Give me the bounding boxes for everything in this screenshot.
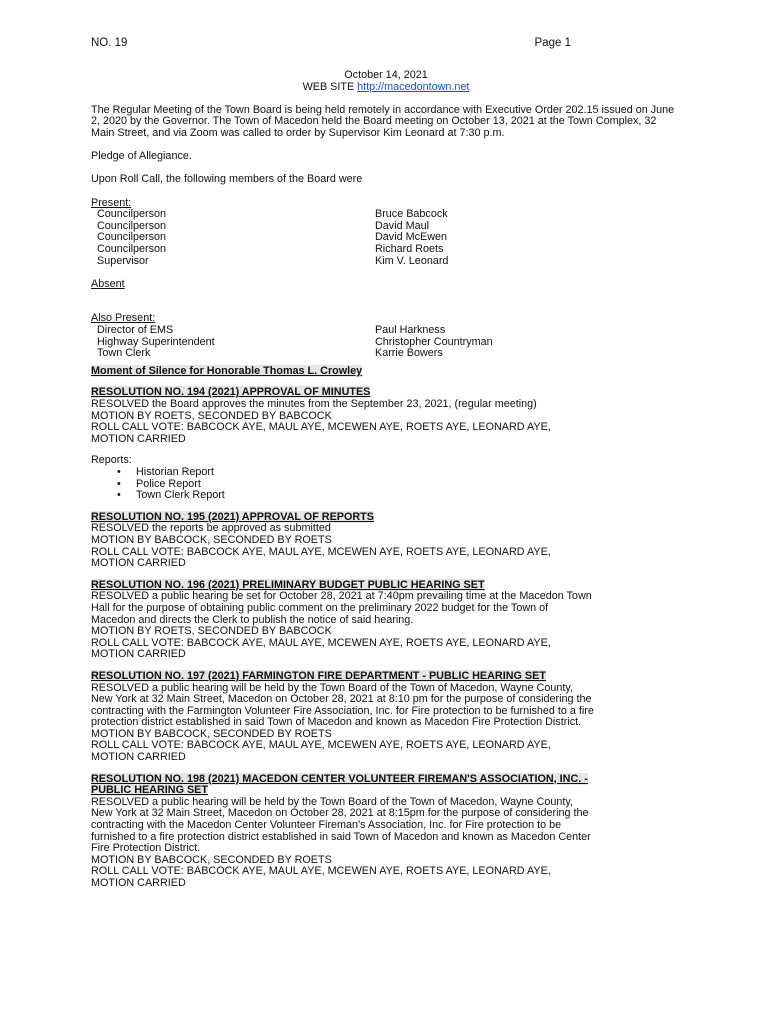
member-role: Supervisor: [97, 254, 149, 267]
resolution-line: New York at 32 Main Street, Macedon on October 28, 2021 at 8:10 pm for the purpose of considering the: [91, 693, 592, 706]
resolution-line: MOTION BY ROETS, SECONDED BY BABCOCK: [91, 409, 332, 422]
member-name: Richard Roets: [375, 242, 444, 255]
minutes-number: NO. 19: [91, 37, 128, 49]
resolution-title: RESOLUTION NO. 198 (2021) MACEDON CENTER VOLUNTEER FIREMAN'S ASSOCIATION, INC. -: [91, 772, 588, 785]
reports-label: Reports:: [91, 454, 132, 467]
resolution-line: RESOLVED a public hearing will be held by the Town Board of the Town of Macedon, Wayne County,: [91, 681, 573, 694]
report-item: Town Clerk Report: [136, 489, 225, 502]
resolution-194: [91, 387, 681, 445]
member-role: Councilperson: [97, 208, 167, 221]
resolution-197: [91, 671, 681, 764]
resolution-195: [91, 512, 681, 570]
resolution-line: ROLL CALL VOTE: BABCOCK AYE, MAUL AYE, MCEWEN AYE, ROETS AYE, LEONARD AYE,: [91, 865, 551, 878]
resolution-line: ROLL CALL VOTE: BABCOCK AYE, MAUL AYE, MCEWEN AYE, ROETS AYE, LEONARD AYE,: [91, 636, 551, 649]
report-item: Historian Report: [136, 466, 215, 478]
resolution-title: RESOLUTION NO. 194 (2021) APPROVAL OF MINUTES: [91, 386, 371, 399]
resolution-line: MOTION CARRIED: [91, 432, 186, 445]
resolution-196: [91, 580, 681, 661]
list-item: [91, 467, 681, 479]
resolution-line: RESOLVED the Board approves the minutes from the September 23, 2021, (regular meeting): [91, 398, 537, 411]
absent-label: Absent: [91, 277, 125, 290]
present-row: [91, 209, 681, 221]
meeting-date: October 14, 2021: [344, 69, 428, 81]
resolution-line: MOTION CARRIED: [91, 751, 186, 764]
bullet-icon: •: [117, 477, 121, 490]
resolution-line: MOTION BY BABCOCK, SECONDED BY ROETS: [91, 533, 332, 546]
member-role: Highway Superintendent: [97, 335, 215, 348]
bullet-icon: •: [117, 466, 121, 478]
document-body: [91, 70, 681, 890]
resolution-title-cont: PUBLIC HEARING SET: [91, 784, 208, 797]
resolution-line: MOTION CARRIED: [91, 648, 186, 661]
resolution-line: contracting with the Farmington Volunteer Fire Association, Inc. for Fire protection to be furnished to a fire: [91, 704, 594, 717]
resolution-line: MOTION BY BABCOCK, SECONDED BY ROETS: [91, 853, 332, 866]
roll-call: Upon Roll Call, the following members of the Board were: [91, 173, 363, 186]
resolution-line: ROLL CALL VOTE: BABCOCK AYE, MAUL AYE, MCEWEN AYE, ROETS AYE, LEONARD AYE,: [91, 739, 551, 752]
member-name: Kim V. Leonard: [375, 254, 449, 267]
present-label: Present:: [91, 196, 132, 209]
present-row: [91, 244, 681, 256]
present-list: [91, 209, 681, 267]
resolution-line: ROLL CALL VOTE: BABCOCK AYE, MAUL AYE, MCEWEN AYE, ROETS AYE, LEONARD AYE,: [91, 421, 551, 434]
resolution-line: ROLL CALL VOTE: BABCOCK AYE, MAUL AYE, MCEWEN AYE, ROETS AYE, LEONARD AYE,: [91, 545, 551, 558]
resolution-title: RESOLUTION NO. 195 (2021) APPROVAL OF REPORTS: [91, 510, 374, 523]
member-name: David McEwen: [375, 231, 448, 244]
member-name: Christopher Countryman: [375, 335, 493, 348]
bullet-icon: •: [117, 489, 121, 502]
resolution-title: RESOLUTION NO. 197 (2021) FARMINGTON FIRE DEPARTMENT - PUBLIC HEARING SET: [91, 669, 546, 682]
resolution-line: RESOLVED the reports be approved as submitted: [91, 522, 331, 535]
website-link[interactable]: http://macedontown.net: [357, 80, 470, 93]
member-name: Karrie Bowers: [375, 347, 443, 360]
member-role: Councilperson: [97, 219, 167, 232]
list-item: [91, 490, 681, 502]
resolution-line: RESOLVED a public hearing be set for October 28, 2021 at 7:40pm prevailing time at the Macedon Town: [91, 590, 592, 603]
website-line: [91, 82, 681, 94]
also-present-list: [91, 325, 681, 360]
member-role: Town Clerk: [97, 347, 151, 360]
also-present-row: [91, 325, 681, 337]
member-name: Bruce Babcock: [375, 208, 448, 221]
resolution-198: [91, 774, 681, 890]
resolution-title: RESOLUTION NO. 196 (2021) PRELIMINARY BUDGET PUBLIC HEARING SET: [91, 578, 485, 591]
moment-of-silence-title: Moment of Silence for Honorable Thomas L. Crowley: [91, 364, 363, 377]
moment-of-silence: [91, 366, 681, 378]
member-name: David Maul: [375, 219, 430, 232]
resolution-line: RESOLVED a public hearing will be held by the Town Board of the Town of Macedon, Wayne County,: [91, 795, 573, 808]
resolution-line: furnished to a fire protection district established in said Town of Macedon and known as Macedon Center: [91, 830, 591, 843]
also-present-row: [91, 348, 681, 360]
reports-list: [91, 467, 681, 502]
member-role: Councilperson: [97, 242, 167, 255]
resolution-line: MOTION BY BABCOCK, SECONDED BY ROETS: [91, 727, 332, 740]
member-role: Councilperson: [97, 231, 167, 244]
present-row: [91, 256, 681, 268]
resolution-line: MOTION BY ROETS, SECONDED BY BABCOCK: [91, 625, 332, 638]
pledge: Pledge of Allegiance.: [91, 150, 192, 163]
resolution-line: Macedon and directs the Clerk to publish the notice of said hearing.: [91, 613, 414, 626]
resolution-line: protection district established in said Town of Macedon and known as Macedon Fire Protection District.: [91, 716, 582, 729]
resolution-line: contracting with the Macedon Center Volunteer Fireman's Association, Inc. for Fire protection to be: [91, 819, 562, 832]
resolution-line: Hall for the purpose of obtaining public comment on the preliminary 2022 budget for the Town of: [91, 601, 549, 614]
page-number: Page 1: [534, 37, 571, 49]
intro-paragraph: The Regular Meeting of the Town Board is being held remotely in accordance with Executive Order 202.15 issued on June 2, 2020 by the Governor. The Town of Macedon held the Board meeting on October 13, 2021 at the Town Complex, 32 Main Street, and via Zoom was called to order by Supervisor Kim Leonard at 7:30 p.m.: [91, 103, 675, 139]
member-name: Paul Harkness: [375, 324, 446, 337]
member-role: Director of EMS: [97, 324, 174, 337]
report-item: Police Report: [136, 477, 201, 490]
website-prefix: WEB SITE: [302, 80, 358, 93]
resolution-line: MOTION CARRIED: [91, 877, 186, 889]
resolution-line: New York at 32 Main Street, Macedon on October 28, 2021 at 8:15pm for the purpose of considering the: [91, 807, 589, 820]
resolution-line: MOTION CARRIED: [91, 557, 186, 570]
also-present-label: Also Present:: [91, 312, 156, 325]
resolution-line: Fire Protection District.: [91, 842, 201, 855]
